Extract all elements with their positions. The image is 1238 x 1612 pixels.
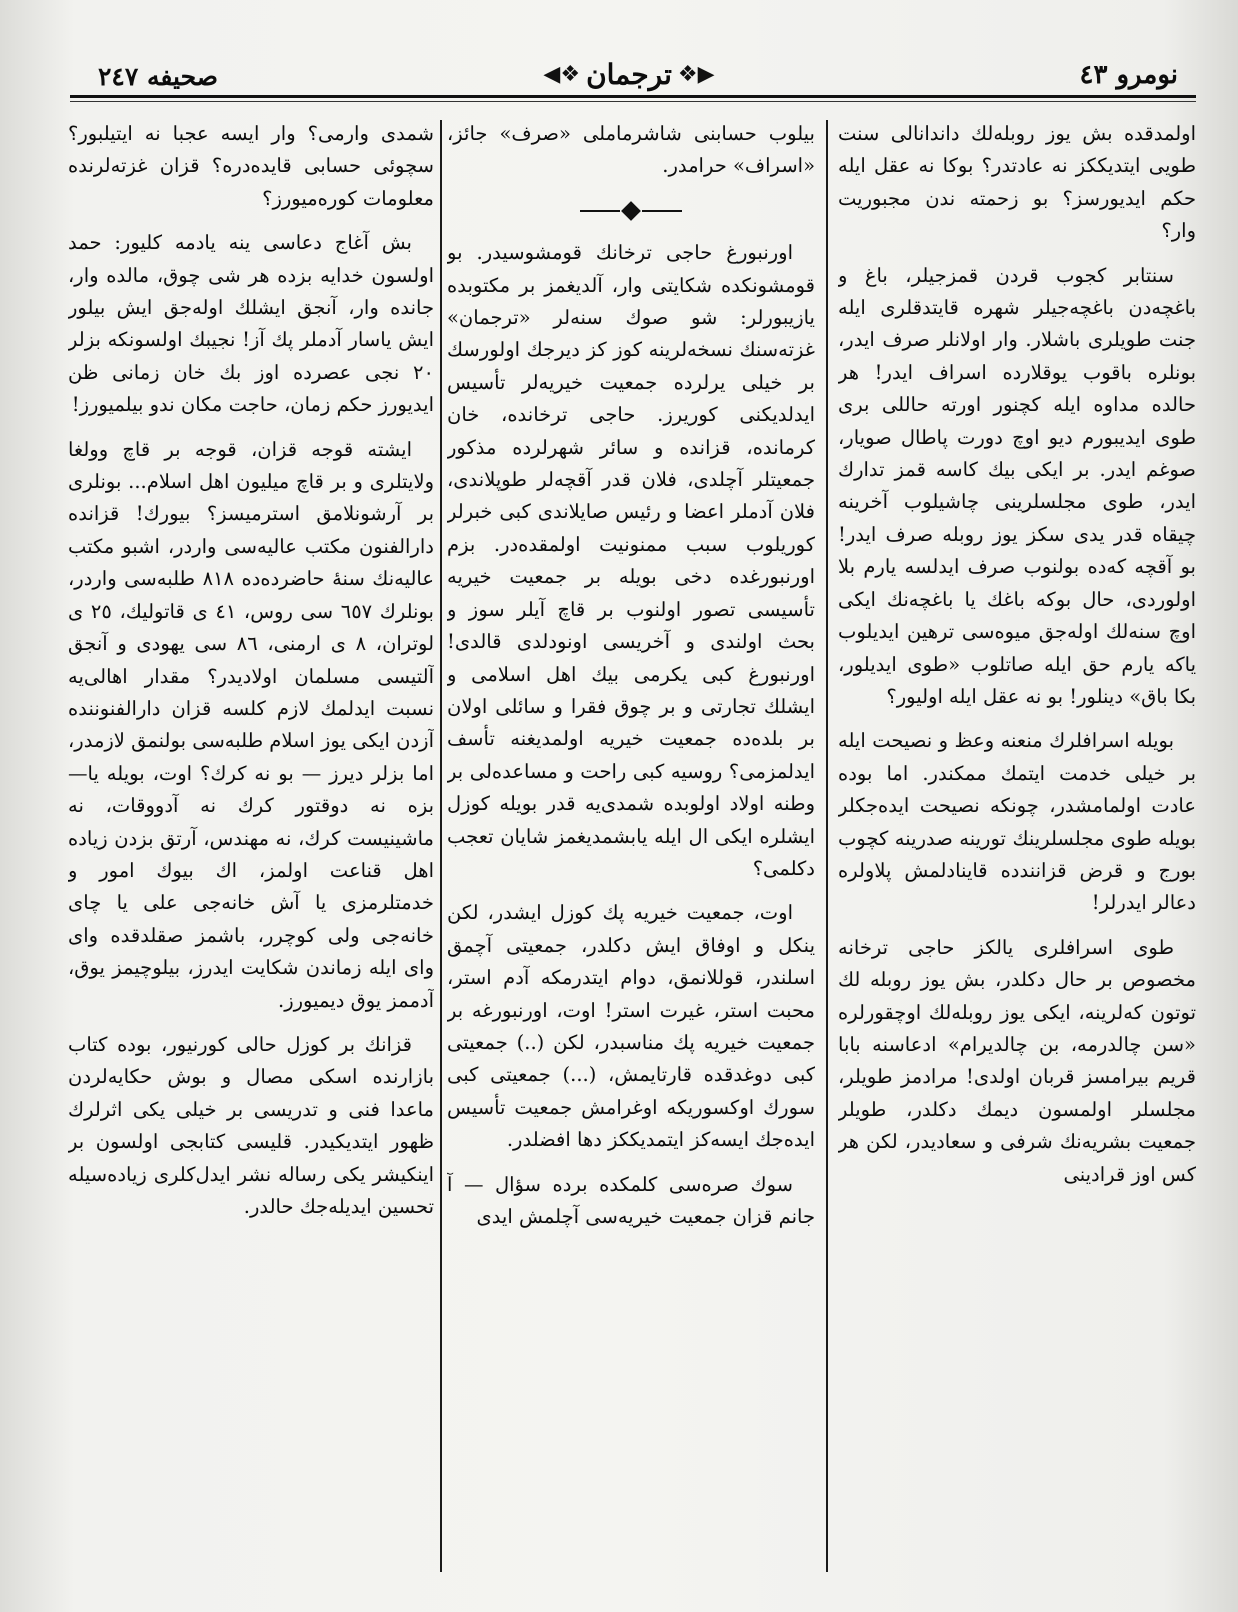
paragraph: قزانك بر كوزل حالى كورنيور، بوده كتاب بازارنده اسكى مصال و بوش حكايه‌لردن ماعدا فنى و تدريسى بر خيلى يكى اثرلرك ظهور ايتديكيدر. قليسى كتابجى اولسون بر اينكيشر يكى رساله نشر ايدل‌كلرى زياده‌سيله تحسين ايديله‌جك حالدر. xyxy=(68,1032,434,1218)
paragraph: اولمدقده بش يوز روبله‌لك داندانالى سنت طويى ايتديككز نه عادتدر؟ بوكا نه عقل ايله حكم ايديورسز؟ بو زحمته ندن مجبوريت وار؟ xyxy=(838,122,1196,243)
paragraph: بيلوب حسابنى شاشرماملى «صرف» جائز، «اسراف» حرامدر. xyxy=(447,122,815,178)
masthead xyxy=(60,52,1198,112)
paragraph: سنتابر كجوب قردن قمزجيلر، باغ و باغچه‌دن باغچه‌جيلر شهره قايتدقلرى ايله جنت طويلرى باشلار. وار اولانلر صرف ايدر، بونلره باقوب يوقلارده اسراف ايدر! هر حالده مداوه ايله كچنور اورته حاللى برى طوى ايديبورم ديو اوچ دورت پاطال صويار، صوغم ايدر. بر ايكى بيك كاسه قمز تدارك ايدر، طوى مجلسلرينى چاشيلوب آخرينه چيقاه قدر يدى سكز يوز روبله صرف ايدر! بو آقچه كه‌ده بولنوب صرف ايدلسه يارم بلا اولوردى، حال بوكه باغك يا باغچه‌نك ايكى اوچ سنه‌لك اوله‌جق ميوه‌سى ترهين ايديلوب ياكه يارم حق ايله صاتلوب «طوى ايديلور، بكا باق» دينلور! بو نه عقل ايله اوليور؟ xyxy=(838,263,1196,708)
masthead-rule-thick xyxy=(70,95,1196,98)
column-right xyxy=(838,118,1196,1572)
masthead-rule-thin xyxy=(70,101,1196,102)
paragraph: طوى اسرافلرى يالكز حاجى ترخانه مخصوص بر حال دكلدر، بش يوز روبله لك توتون كه‌لرينه، ايكى يوز روبله‌لك اوچقورلره «سن چالدرمه، بن چالديرام» ادعاسنه بابا قريم بيرامسز قربان اولدى! مرادمز طويلر، مجلسلر اولمسون ديمك دكلدر، طويلر جمعيت بشريه‌نك شرفى و سعاديدر، لكن هر كس اوز قرادينى xyxy=(838,935,1196,1186)
column-middle xyxy=(447,118,815,1572)
column-left xyxy=(68,118,434,1572)
right-ornament-icon: ❖▶ xyxy=(677,61,715,87)
paragraph: بويله اسرافلرك منعنه وعظ و نصيحت ايله بر خيلى خدمت ايتمك ممكندر. اما بوده عادت اولمامشدر، چونكه نصيحت ايده‌جكلر بويله طوى مجلسلرينك تورينه صدرينه كچوب بورج و قرض قزانندده قاينادلمش پلاولره دعالر ايدرلر! xyxy=(838,729,1196,915)
paragraph: اوت، جمعيت خيريه پك كوزل ايشدر، لكن ينكل و اوفاق ايش دكلدر، جمعيتى آچمق اسلندر، قوللانمق، دوام ايتدرمكه آدم استر، محبت استر، غيرت استر! اوت، اورنبورغه بر جمعيت خيريه پك مناسبدر، لكن (..) جمعيتى كبى دوغدقده قارتايمش، (...) جمعيتى كبى سورك اوكسوريكه اوغرامش جمعيت تأسيس ايده‌جك ايسه‌كز ايتمديككز دها افضلدر. xyxy=(447,901,815,1152)
page-number: صحيفه ٢٤٧ xyxy=(98,62,218,91)
paragraph: بش آغاج دعاسى ينه يادمه كليور: حمد اولسون خدايه بزده هر شى چوق، مالده وار، جانده وار، آنجق ايشلك اوله‌جق ايش بيلور ايش ياسار آدملر پك آز! نجيبك اولسونكه بزلر ٢٠ نجى عصرده اوز بك خان زمانى ظن ايديورز حكم زمان، حاجت مكان ندو بيلميورز! xyxy=(68,231,434,417)
paragraph: سوك صره‌سى كلمكده برده سؤال — آ جانم قزان جمعيت خيريه‌سى آچلمش ايدى xyxy=(447,1172,815,1228)
paragraph: اورنبورغ حاجى ترخانك قومشوسيدر. بو قومشونكده شكايتى وار، آلديغمز بر مكتوبده يازيبورلر: شو صوك سنه‌لر «ترجمان» غزته‌سنك نسخه‌لرينه كوز كز ديرجك اولورسك بر خيلى يرلرده جمعيت خيريه‌لر تأسيس ايدلديكنى كوريرز. حاجى ترخانده، خان كرمانده، قزانده و سائر شهرلرده مذكور جمعيتلر آچلدى، فلان قدر آقچه‌لر طوپلاندى، فلان آدملر اعضا و رئيس صايلاندى كبى خبرلر كوريلوب سبب ممنونيت اولمقده‌در. بزم اورنبورغده دخى بويله بر جمعيت خيريه تأسيسى تصور اولنوب بر قاچ آيلر سوز و بحث اولندى و آخريسى اونودلدى قالدى! اورنبورغ كبى يكرمى بيك اهل اسلامى و ايشلك تجارتى و بر چوق فقرا و سائلى اولان بر بلده‌ده جمعيت خيريه اولمديغنه تأسف ايدلمزمى؟ روسيه كبى راحت و مساعده‌لى بر وطنه اولاد اولوبده شمدى‌يه قدر بويله كوزل ايشلره ايكى ال ايله يابشمديغمز شايان تعجب دكلمى؟ xyxy=(447,241,815,880)
masthead-title-block xyxy=(543,58,714,91)
paragraph: شمدى وارمى؟ وار ايسه عجبا نه ايتيلبور؟ سچوئى حسابى قايده‌دره؟ قزان غزته‌لرنده معلومات كوره‌ميورز؟ xyxy=(68,122,434,210)
column-divider-right xyxy=(826,120,828,1572)
paragraph: ايشته قوجه قزان، قوجه بر قاچ وولغا ولايتلرى و بر قاچ ميليون اهل اسلام... بونلرى بر آرشونلامق استرميسز؟ بيورك! قزانده دارالفنون مكتب عاليه‌سى واردر، اشبو مكتب عاليه‌نك سنهٔ حاضرده‌ده ٨١٨ طلبه‌سى واردر، بونلرك ٦٥٧ سى روس، ٤١ ى قاتوليك، ٢٥ ى لوتران، ٨ ى ارمنى، ٨٦ سى يهودى و آنجق آلتيسى مسلمان اولاديدر؟ مقدار اهالى‌يه نسبت ايدلمك لازم كلسه قزان دارالفنوننده آزدن ايكى يوز اسلام طلبه‌سى بولنمق لازمدر، اما بزلر ديرز — بو نه كرك؟ اوت، بويله يا— بزه نه دوقتور كرك نه آدووقات، نه ماشينيست كرك، نه مهندس، آرتق بزدن زياده اهل قناعت اولمز، اك بيوك امور و خدمتلرمزى يا آش خانه‌جى على يا چاى خانه‌جى ولى كوچرر، باشمز صقلدقده واى واى ايله زماندن شكايت ايدرز، بيلوچيمز يوق، آدممز يوق ديميورز. xyxy=(68,437,434,1012)
column-divider-left xyxy=(440,120,442,1572)
left-ornament-icon: ◀❖ xyxy=(543,61,581,87)
newspaper-title: ترجمان xyxy=(586,58,672,91)
issue-number: نومرو ٤٣ xyxy=(1079,60,1178,90)
section-divider-ornament xyxy=(447,195,815,227)
